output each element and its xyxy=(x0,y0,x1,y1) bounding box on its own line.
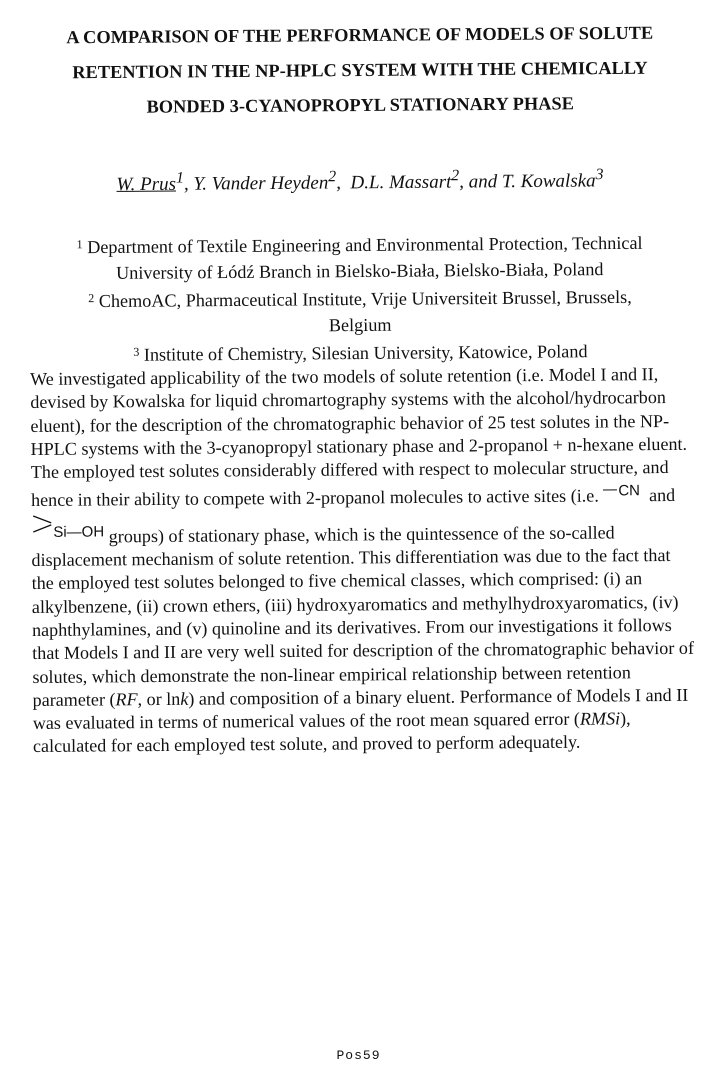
author-affiliation-mark: 2 xyxy=(451,167,460,185)
abstract-text: We investigated applicability of the two models of solute retention (i.e. Model I and II, devised by Kowalska for liquid chromartography systems with the alcohol/hydrocarbon eluent), for the description of the chromatographic behavior of 25 test solutes in the NP-HPLC systems with the 3-cyanopropyl stationary phase and 2-propanol + n-hexane eluent. The employed test solutes considerably differed with respect to molecular structure, and hence in their ability to compete with 2-propanol molecules to active sites (i.e. xyxy=(30,364,688,511)
title-line: RETENTION IN THE NP-HPLC SYSTEM WITH THE CHEMICALLY xyxy=(72,57,648,83)
rf-symbol: RF xyxy=(115,689,138,710)
silanol-bonds-icon xyxy=(31,513,53,535)
author-name: Y. Vander Heyden xyxy=(193,172,329,195)
author-conjunction: and xyxy=(468,171,498,193)
affiliation-line: Institute of Chemistry, Silesian University, Katowice, Poland xyxy=(143,341,588,365)
cyano-group-label: CN xyxy=(618,482,641,500)
author-affiliation-mark: 2 xyxy=(328,168,337,186)
affiliation-line: ChemoAC, Pharmaceutical Institute, Vrije Universiteit Brussel, Brussels, xyxy=(98,286,632,312)
abstract-paragraph xyxy=(30,363,697,759)
author-name: D.L. Massart xyxy=(350,171,452,194)
abstract xyxy=(30,363,697,759)
affiliation-mark: 3 xyxy=(133,344,140,359)
title-line: A COMPARISON OF THE PERFORMANCE OF MODELS OF SOLUTE xyxy=(66,22,654,48)
author-affiliation-mark: 3 xyxy=(595,166,604,184)
abstract-text: , or ln xyxy=(137,688,181,710)
cyano-group-formula xyxy=(603,480,640,504)
affiliation-item xyxy=(30,281,690,340)
author-affiliation-mark: 1 xyxy=(175,169,184,187)
abstract-text: and xyxy=(648,485,676,506)
abstract-text: groups) of stationary phase, which is the quintessence of the so-called displacement mechanism of solute retention. This differentiation was due to the fact that the employed test solutes belonged to five chemical classes, which comprised: (i) an alkylbenzene, (ii) crown ethers, (iii) hydroxyaromatics and methylhydroxyaromatics, (iv) naphthylamines, and (v) quinoline and its derivatives. From our investigations it follows that Models I and II are very well suited for description of the chromatographic behavior of solutes, which demonstrate the non-linear empirical relationship between retention parameter ( xyxy=(31,522,695,710)
abstract-text: ) and composition of a binary eluent. Performance of Models I and II was evaluated in terms of numerical values of the root mean squared error ( xyxy=(32,684,689,734)
rmsi-symbol: RMSi xyxy=(579,708,621,729)
silanol-group-label: Si—OH xyxy=(53,523,105,541)
k-symbol: k xyxy=(180,688,189,709)
bond-line xyxy=(603,490,617,491)
paper-title xyxy=(14,15,707,125)
affiliation-mark: 1 xyxy=(76,237,83,252)
page-folio: Pos59 xyxy=(336,1048,381,1063)
silanol-group-formula xyxy=(31,512,104,544)
author-name: T. Kowalska xyxy=(501,170,596,193)
affiliation-mark: 2 xyxy=(88,291,95,306)
affiliation-line: University of Łódź Branch in Bielsko-Biała, Bielsko-Biała, Poland xyxy=(115,258,604,283)
title-line: BONDED 3-CYANOPROPYL STATIONARY PHASE xyxy=(146,93,574,117)
author-list: W. Prus$^1$, Y. Vander Heyden$^2$, D.L. Massart$^2$, and T. Kowalska$^3$ xyxy=(116,166,604,196)
abstract-text: ), calculated for each employed test solute, and proved to perform adequately. xyxy=(32,708,631,757)
affiliation-item xyxy=(29,227,689,286)
affiliations xyxy=(29,227,690,369)
affiliation-line: Department of Textile Engineering and Environmental Protection, Technical xyxy=(87,232,643,258)
affiliation-line: Belgium xyxy=(328,314,392,335)
author-name: W. Prus xyxy=(116,173,177,196)
